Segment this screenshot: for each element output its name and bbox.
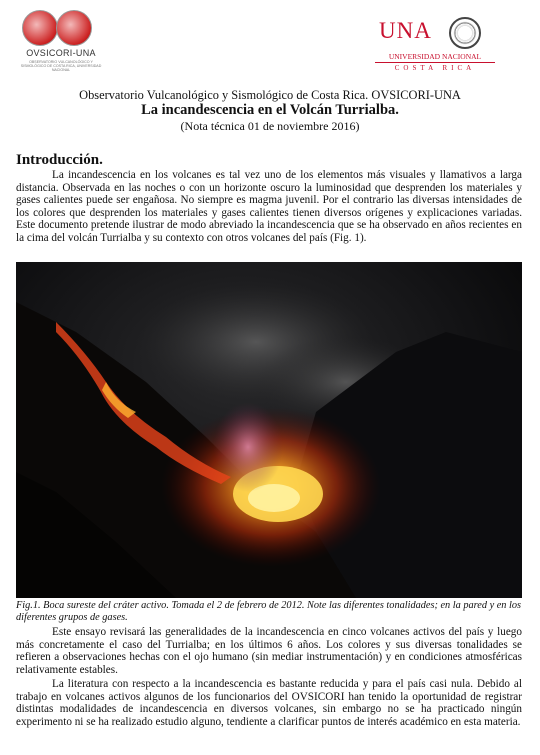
literature-paragraph: La literatura con respecto a la incandescencia es bastante reducida y para el país casi nula. Debido al trabajo en volcanes activos algunos de los funcionarios del OVSICORI han tenido la oportunidad de registrar distintas modalidades de incandescencia en diversos volcanes, sin embargo no se ha practicado ningún experimento ni se ha realizado estudio alguno, tendiente a clarificar puntos de interés académico en esta materia. (16, 678, 522, 728)
ovsicori-seismogram-emblem-icon (56, 10, 92, 46)
una-logo-university: UNIVERSIDAD NACIONAL (375, 52, 495, 63)
document-title: La incandescencia en el Volcán Turrialba. (141, 102, 399, 118)
technical-note-date: (Nota técnica 01 de noviembre 2016) (180, 119, 360, 133)
ovsicori-logo (18, 10, 104, 76)
essay-paragraph: Este ensayo revisará las generalidades de la incandescencia en cinco volcanes activos del país y luego más concretamente el caso del Turrialba; en los últimos 6 años. Los colores y sus diversas tonalidades se refieren a observaciones hechas con el ojo humano (sin mediar instrumentación) y en condiciones atmosféricas relativamente estables. (16, 626, 522, 676)
una-logo (375, 16, 495, 74)
ovsicori-logo-name: OVSICORI-UNA (26, 48, 96, 58)
una-seal-icon (449, 17, 481, 49)
section-heading: Introducción. (16, 152, 103, 168)
figure-caption: Fig.1. Boca sureste del cráter activo. Tomada el 2 de febrero de 2012. Note las diferentes tonalidades; en la pared y en los diferentes grupos de gases. (16, 600, 522, 623)
una-logo-country: COSTA RICA (394, 64, 476, 72)
institution-line: Observatorio Vulcanológico y Sismológico de Costa Rica. OVSICORI-UNA (79, 88, 461, 102)
una-logo-word: UNA (379, 18, 432, 43)
ovsicori-logo-subtitle: OBSERVATORIO VULCANOLÓGICO Y SISMOLÓGICO DE COSTA RICA, UNIVERSIDAD NACIONAL (20, 60, 102, 72)
volcano-crater-photo (16, 262, 522, 598)
ovsicori-volcano-emblem-icon (22, 10, 58, 46)
intro-paragraph: La incandescencia en los volcanes es tal vez uno de los elementos más visuales y llamativos a larga distancia. Observada en las noches o con un horizonte oscuro la luminosidad que desprenden los materiales y gases calientes puede ser engañosa. No siempre es magma juvenil. Por el contrario las diversas intensidades de los colores que desprenden los materiales y gases calientes tienen diversos orígenes y explicaciones variadas. Este documento pretende ilustrar de modo abreviado la incandescencia que se ha observado en años recientes en la cima del volcán Turrialba y su contexto con otros volcanes del país (Fig. 1). (16, 169, 522, 244)
